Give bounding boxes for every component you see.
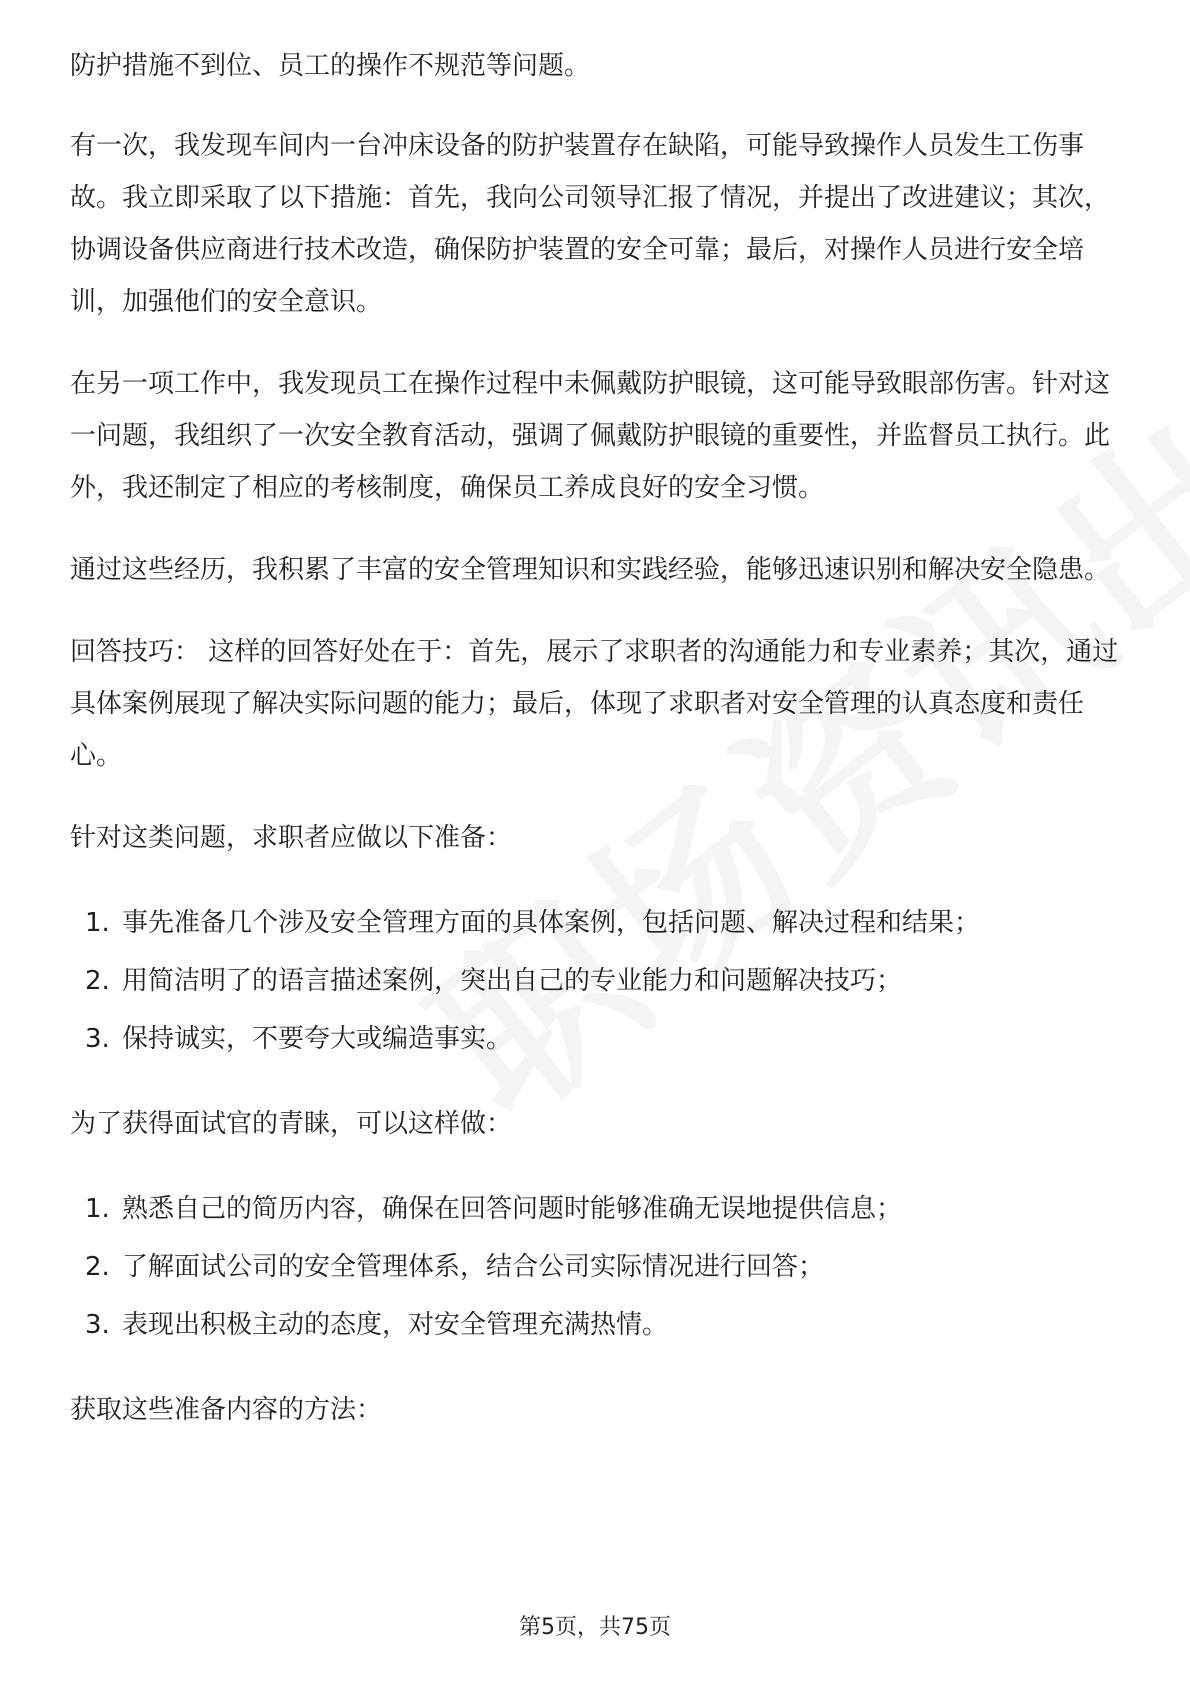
section-heading-favor: 为了获得面试官的青睐，可以这样做： (70, 1109, 513, 1139)
page-footer: 第5页，共75页 (519, 1615, 671, 1640)
list-item-text: 熟悉自己的简历内容，确保在回答问题时能够准确无误地提供信息； (122, 1194, 903, 1224)
list-item (70, 1180, 1120, 1238)
list-number: 1. (85, 1194, 110, 1224)
list-item (70, 894, 1120, 952)
list-item (70, 1010, 1120, 1068)
list-item-text: 了解面试公司的安全管理体系，结合公司实际情况进行回答； (122, 1252, 825, 1282)
list-number: 3. (85, 1310, 110, 1340)
paragraph: 通过这些经历，我积累了丰富的安全管理知识和实践经验，能够迅速识别和解决安全隐患。 (70, 555, 1111, 585)
section-heading-prep: 针对这类问题，求职者应做以下准备： (70, 823, 513, 853)
paragraph: 防护措施不到位、员工的操作不规范等问题。 (70, 51, 591, 81)
list-number: 2. (85, 966, 110, 996)
section-heading-method: 获取这些准备内容的方法： (70, 1395, 383, 1425)
list-item-text: 表现出积极主动的态度，对安全管理充满热情。 (122, 1310, 669, 1340)
list-number: 2. (85, 1252, 110, 1282)
paragraph: 在另一项工作中，我发现员工在操作过程中未佩戴防护眼镜，这可能导致眼部伤害。针对这一问题，我组织了一次安全教育活动，强调了佩戴防护眼镜的重要性，并监督员工执行。此外，我还制定了相应的考核制度，确保员工养成良好的安全习惯。 (70, 369, 1111, 503)
list-item (70, 1238, 1120, 1296)
favor-list (70, 1180, 1120, 1354)
list-number: 3. (85, 1024, 110, 1054)
paragraph: 有一次，我发现车间内一台冲床设备的防护装置存在缺陷，可能导致操作人员发生工伤事故。我立即采取了以下措施：首先，我向公司领导汇报了情况，并提出了改进建议；其次，协调设备供应商进行技术改造，确保防护装置的安全可靠；最后，对操作人员进行安全培训，加强他们的安全意识。 (70, 131, 1111, 317)
prep-list (70, 894, 1120, 1068)
document-body (70, 40, 1120, 1436)
paragraph-tips: 回答技巧： 这样的回答好处在于：首先，展示了求职者的沟通能力和专业素养；其次，通过具体案例展现了解决实际问题的能力；最后，体现了求职者对安全管理的认真态度和责任心。 (70, 637, 1119, 771)
list-number: 1. (85, 908, 110, 938)
list-item-text: 事先准备几个涉及安全管理方面的具体案例，包括问题、解决过程和结果； (122, 908, 981, 938)
list-item (70, 952, 1120, 1010)
list-item (70, 1296, 1120, 1354)
list-item-text: 用简洁明了的语言描述案例，突出自己的专业能力和问题解决技巧； (122, 966, 903, 996)
list-item-text: 保持诚实，不要夸大或编造事实。 (122, 1024, 513, 1054)
